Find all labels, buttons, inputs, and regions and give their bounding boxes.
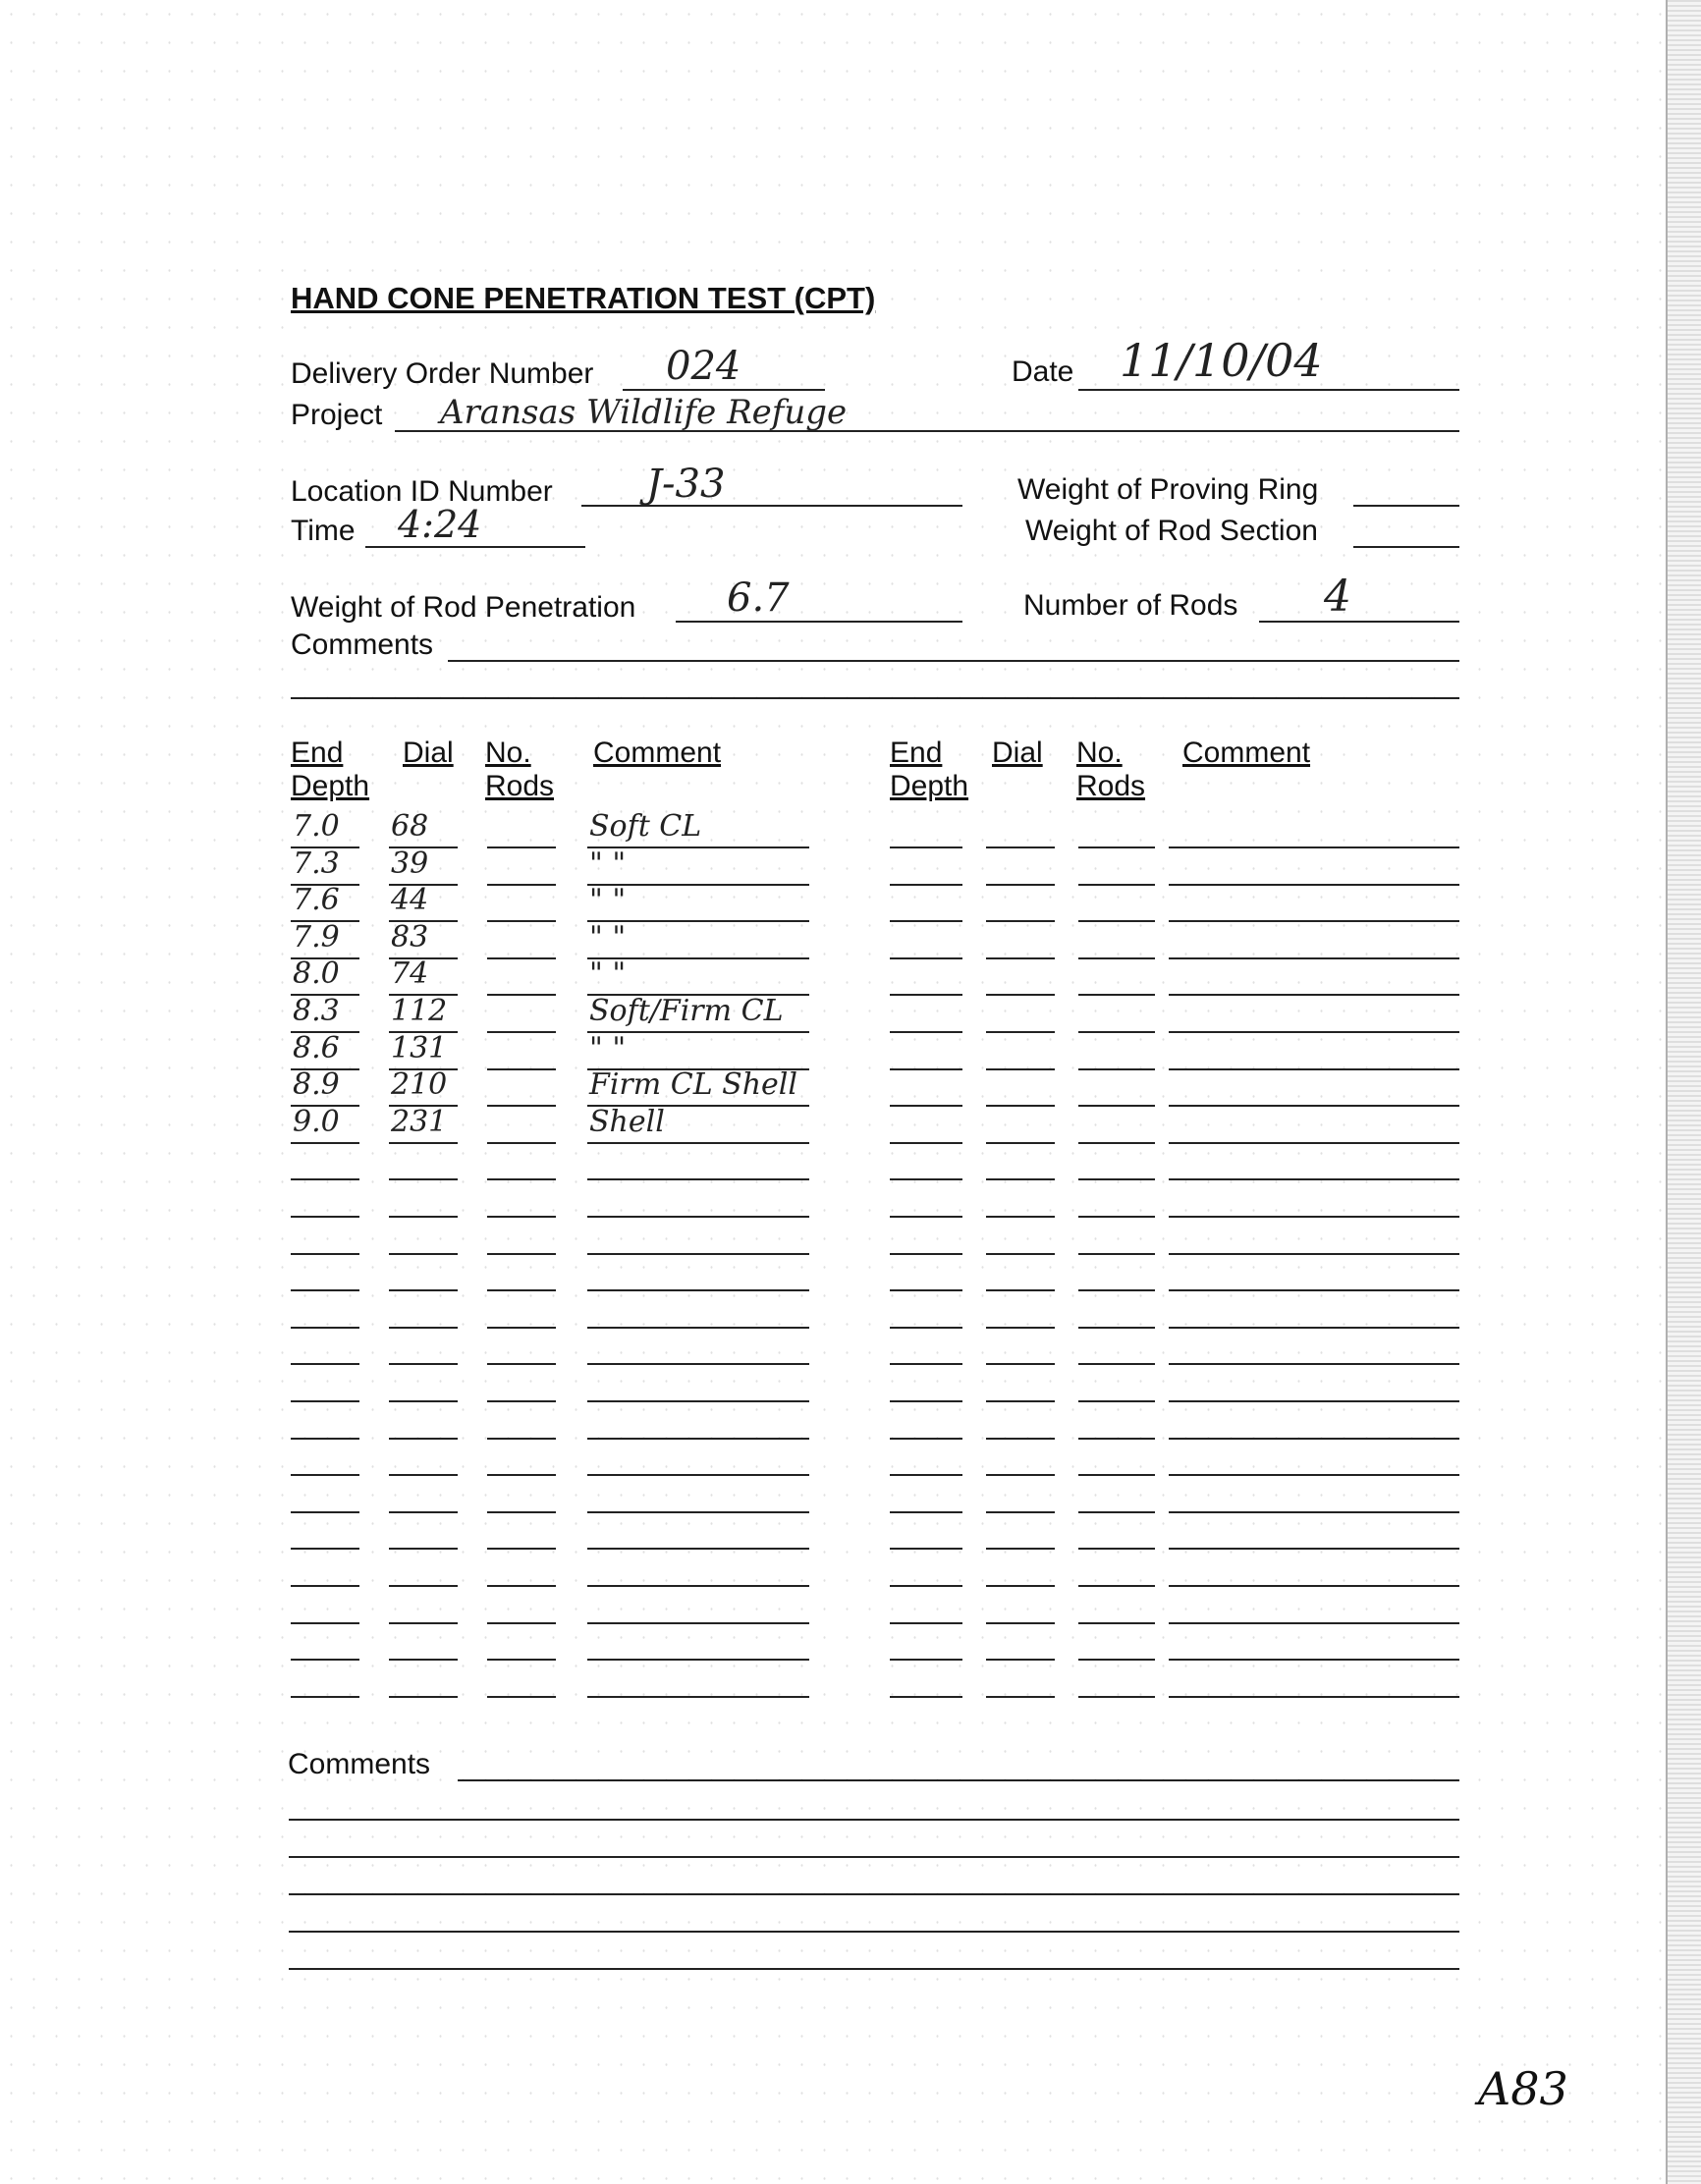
table-row-line — [389, 1696, 458, 1698]
table-row-line — [986, 884, 1055, 886]
table-row-line — [389, 1622, 458, 1624]
table-row-line — [487, 1474, 556, 1476]
table-row-line — [389, 1178, 458, 1180]
table-row-line — [1169, 957, 1459, 959]
table-row-line — [1078, 1253, 1155, 1255]
table-cell-dial[interactable]: 68 — [391, 809, 429, 844]
table-row-line — [389, 1400, 458, 1402]
number-of-rods-value[interactable]: 4 — [1324, 572, 1351, 622]
comments-top-line-2 — [291, 697, 1459, 699]
table-row-line — [487, 1178, 556, 1180]
table-row-line — [487, 846, 556, 848]
table-row-line — [1169, 1105, 1459, 1107]
table-row-line — [487, 1511, 556, 1513]
table-row-line — [487, 957, 556, 959]
table-row-line — [487, 1105, 556, 1107]
table-row-line — [291, 1253, 359, 1255]
table-row-line — [890, 1622, 962, 1624]
table-row-line — [890, 1031, 962, 1033]
table-row-line — [291, 1511, 359, 1513]
rod-section-label: Weight of Rod Section — [1025, 515, 1318, 547]
rod-penetration-value[interactable]: 6.7 — [727, 575, 790, 621]
header-line-1: Dial — [403, 737, 454, 769]
table-row-line — [389, 1438, 458, 1440]
header-line-2: Depth — [291, 770, 370, 802]
table-row-line — [587, 1548, 809, 1550]
table-row-line — [587, 1253, 809, 1255]
table-row-line — [291, 1474, 359, 1476]
table-row-line — [1169, 1216, 1459, 1218]
form-title: HAND CONE PENETRATION TEST (CPT) — [291, 281, 876, 315]
table-row-line — [587, 1438, 809, 1440]
rod-penetration-line — [676, 621, 962, 623]
comments-bottom-line-6 — [289, 1968, 1459, 1970]
table-row-line — [291, 1142, 359, 1144]
table-cell-comment[interactable]: " " — [589, 956, 627, 991]
table-row-line — [1169, 1585, 1459, 1587]
header-line-1: End — [291, 737, 344, 769]
table-row-line — [291, 1548, 359, 1550]
table-row-line — [890, 1363, 962, 1365]
table-row-line — [1078, 1178, 1155, 1180]
header-line-1: End — [890, 737, 943, 769]
comments-bottom-label: Comments — [288, 1748, 431, 1780]
date-label: Date — [1012, 355, 1074, 388]
table-row-line — [291, 1363, 359, 1365]
table-cell-comment[interactable]: Shell — [589, 1105, 665, 1139]
table-cell-depth[interactable]: 8.9 — [293, 1067, 340, 1102]
table-row-line — [587, 1622, 809, 1624]
table-row-line — [487, 1400, 556, 1402]
table-row-line — [1078, 846, 1155, 848]
table-row-line — [587, 1178, 809, 1180]
table-row-line — [587, 1289, 809, 1291]
delivery-order-value[interactable]: 024 — [666, 344, 741, 389]
table-row-line — [986, 1031, 1055, 1033]
time-label: Time — [291, 515, 356, 547]
header-line-1: Comment — [1182, 737, 1311, 769]
table-row-line — [291, 1659, 359, 1661]
table-row-line — [1078, 920, 1155, 922]
table-cell-depth[interactable]: 7.6 — [293, 883, 340, 917]
table-row-line — [1169, 1253, 1459, 1255]
table-header-left-depth — [291, 737, 369, 803]
table-cell-dial[interactable]: 83 — [391, 920, 429, 955]
comments-bottom-line-3 — [289, 1856, 1459, 1858]
table-row-line — [986, 1253, 1055, 1255]
table-row-line — [986, 1363, 1055, 1365]
table-cell-depth[interactable]: 8.3 — [293, 994, 340, 1028]
table-row-line — [890, 1474, 962, 1476]
table-row-line — [487, 1659, 556, 1661]
table-row-line — [487, 1216, 556, 1218]
table-row-line — [986, 1142, 1055, 1144]
table-row-line — [1169, 846, 1459, 848]
table-row-line — [1169, 1400, 1459, 1402]
table-row-line — [1078, 1438, 1155, 1440]
table-row-line — [1078, 1511, 1155, 1513]
table-row-line — [487, 1438, 556, 1440]
table-row-line — [986, 1105, 1055, 1107]
table-header-left-rods — [485, 737, 554, 803]
comments-top-label: Comments — [291, 628, 434, 661]
table-row-line — [587, 1216, 809, 1218]
time-line — [365, 546, 585, 548]
table-row-line — [1078, 1548, 1155, 1550]
table-row-line — [291, 1622, 359, 1624]
table-row-line — [986, 1068, 1055, 1070]
table-row-line — [890, 1400, 962, 1402]
table-row-line — [389, 1216, 458, 1218]
table-row-line — [487, 1696, 556, 1698]
table-row-line — [890, 957, 962, 959]
table-row-line — [1078, 1031, 1155, 1033]
table-row-line — [1078, 1142, 1155, 1144]
table-row-line — [1078, 1105, 1155, 1107]
location-id-value[interactable]: J-33 — [646, 462, 726, 507]
table-row-line — [986, 994, 1055, 996]
table-header-right-dial — [992, 737, 1043, 770]
table-cell-depth[interactable]: 8.6 — [293, 1031, 340, 1065]
table-cell-dial[interactable]: 112 — [391, 994, 448, 1028]
project-value[interactable]: Aransas Wildlife Refuge — [440, 393, 848, 432]
table-row-line — [487, 1289, 556, 1291]
table-row-line — [986, 1622, 1055, 1624]
comments-top-line-1 — [448, 660, 1459, 662]
number-of-rods-label: Number of Rods — [1023, 589, 1238, 622]
comments-bottom-line-1 — [458, 1779, 1459, 1781]
table-row-line — [587, 1511, 809, 1513]
comments-bottom-line-2 — [289, 1819, 1459, 1821]
table-row-line — [890, 846, 962, 848]
table-row-line — [986, 846, 1055, 848]
table-row-line — [1078, 1622, 1155, 1624]
table-row-line — [890, 1253, 962, 1255]
table-cell-depth[interactable]: 9.0 — [293, 1105, 340, 1139]
table-row-line — [291, 1327, 359, 1329]
table-row-line — [487, 1253, 556, 1255]
table-row-line — [986, 957, 1055, 959]
table-row-line — [487, 1548, 556, 1550]
table-cell-dial[interactable]: 231 — [391, 1105, 448, 1139]
page-stamp: A83 — [1478, 2062, 1568, 2115]
table-row-line — [291, 1216, 359, 1218]
table-row-line — [587, 1327, 809, 1329]
table-row-line — [487, 1327, 556, 1329]
proving-ring-line — [1353, 505, 1459, 507]
table-row-line — [1169, 1438, 1459, 1440]
table-header-right-depth — [890, 737, 968, 803]
date-line — [1078, 389, 1459, 391]
table-cell-dial[interactable]: 210 — [391, 1067, 448, 1102]
table-row-line — [389, 1289, 458, 1291]
table-row-line — [890, 1659, 962, 1661]
rod-section-line — [1353, 546, 1459, 548]
table-row-line — [986, 1178, 1055, 1180]
table-row-line — [487, 1585, 556, 1587]
table-row-line — [890, 1142, 962, 1144]
location-id-line — [581, 505, 962, 507]
project-line — [395, 430, 1459, 432]
scan-edge-border — [1666, 0, 1701, 2184]
header-line-1: Comment — [593, 737, 722, 769]
header-line-2: Rods — [485, 770, 555, 802]
table-row-line — [890, 1585, 962, 1587]
number-of-rods-line — [1259, 621, 1459, 623]
table-row-line — [986, 1289, 1055, 1291]
table-row-line — [1078, 1216, 1155, 1218]
table-cell-dial[interactable]: 74 — [391, 956, 429, 991]
table-cell-dial[interactable]: 44 — [391, 883, 429, 917]
table-row-line — [890, 884, 962, 886]
table-row-line — [986, 1659, 1055, 1661]
table-row-line — [291, 1438, 359, 1440]
table-cell-comment[interactable]: Firm CL Shell — [589, 1067, 797, 1102]
table-row-line — [1078, 1474, 1155, 1476]
table-cell-dial[interactable]: 39 — [391, 846, 429, 881]
table-cell-depth[interactable]: 7.9 — [293, 920, 340, 955]
table-row-line — [291, 1696, 359, 1698]
table-row-line — [487, 1031, 556, 1033]
table-row-line — [1078, 1585, 1155, 1587]
table-row-line — [389, 1585, 458, 1587]
table-row-line — [1078, 1696, 1155, 1698]
table-row-line — [587, 1474, 809, 1476]
table-cell-comment[interactable]: " " — [589, 1031, 627, 1065]
comments-bottom-line-4 — [289, 1893, 1459, 1895]
table-row-line — [291, 1585, 359, 1587]
table-cell-comment[interactable]: Soft/Firm CL — [589, 994, 784, 1028]
table-row-line — [389, 1363, 458, 1365]
table-cell-comment[interactable]: " " — [589, 846, 627, 881]
time-value[interactable]: 4:24 — [398, 503, 482, 546]
table-row-line — [389, 1474, 458, 1476]
table-cell-dial[interactable]: 131 — [391, 1031, 448, 1065]
table-row-line — [291, 1178, 359, 1180]
table-header-right-comment — [1182, 737, 1310, 770]
table-header-left-dial — [403, 737, 454, 770]
table-row-line — [986, 1327, 1055, 1329]
table-row-line — [1078, 1327, 1155, 1329]
table-row-line — [587, 1659, 809, 1661]
header-line-2: Rods — [1076, 770, 1146, 802]
table-row-line — [890, 1548, 962, 1550]
table-row-line — [1169, 1289, 1459, 1291]
table-row-line — [986, 1216, 1055, 1218]
header-line-2: Depth — [890, 770, 969, 802]
table-row-line — [1169, 1142, 1459, 1144]
table-row-line — [1169, 1659, 1459, 1661]
table-row-line — [487, 920, 556, 922]
table-cell-comment[interactable]: " " — [589, 920, 627, 955]
table-row-line — [487, 1363, 556, 1365]
delivery-order-line — [623, 389, 825, 391]
table-row-line — [587, 1696, 809, 1698]
table-row-line — [986, 1438, 1055, 1440]
table-row-line — [1078, 884, 1155, 886]
table-row-line — [890, 1068, 962, 1070]
table-row-line — [389, 1142, 458, 1144]
table-row-line — [487, 994, 556, 996]
location-id-label: Location ID Number — [291, 475, 553, 508]
table-row-line — [890, 1216, 962, 1218]
table-cell-depth[interactable]: 7.3 — [293, 846, 340, 881]
table-row-line — [487, 1622, 556, 1624]
table-row-line — [1078, 1400, 1155, 1402]
table-row-line — [1078, 1289, 1155, 1291]
table-row-line — [1078, 1363, 1155, 1365]
table-row-line — [1169, 920, 1459, 922]
table-row-line — [389, 1659, 458, 1661]
table-row-line — [1169, 1363, 1459, 1365]
table-header-right-rods — [1076, 737, 1145, 803]
table-row-line — [890, 1289, 962, 1291]
table-cell-depth[interactable]: 8.0 — [293, 956, 340, 991]
table-row-line — [587, 1363, 809, 1365]
table-row-line — [986, 1548, 1055, 1550]
table-row-line — [291, 1400, 359, 1402]
table-row-line — [389, 1253, 458, 1255]
table-row-line — [1169, 1696, 1459, 1698]
table-row-line — [1169, 1327, 1459, 1329]
table-row-line — [389, 1511, 458, 1513]
table-row-line — [890, 920, 962, 922]
table-row-line — [487, 1142, 556, 1144]
proving-ring-label: Weight of Proving Ring — [1017, 473, 1319, 506]
table-row-line — [986, 1474, 1055, 1476]
delivery-order-label: Delivery Order Number — [291, 357, 594, 390]
table-row-line — [389, 1327, 458, 1329]
table-row-line — [890, 1178, 962, 1180]
table-row-line — [986, 920, 1055, 922]
date-value[interactable]: 11/10/04 — [1120, 334, 1323, 387]
table-row-line — [1169, 1511, 1459, 1513]
table-row-line — [1169, 884, 1459, 886]
table-row-line — [1169, 1622, 1459, 1624]
table-row-line — [890, 994, 962, 996]
table-row-line — [1169, 1178, 1459, 1180]
table-row-line — [986, 1585, 1055, 1587]
table-cell-comment[interactable]: " " — [589, 883, 627, 917]
table-row-line — [1169, 1031, 1459, 1033]
table-row-line — [890, 1696, 962, 1698]
header-line-1: No. — [485, 737, 531, 769]
table-cell-comment[interactable]: Soft CL — [589, 809, 702, 844]
table-row-line — [487, 884, 556, 886]
table-row-line — [986, 1696, 1055, 1698]
table-row-line — [1078, 957, 1155, 959]
table-row-line — [1078, 994, 1155, 996]
table-row-line — [291, 1289, 359, 1291]
table-row-line — [890, 1327, 962, 1329]
table-row-line — [1078, 1659, 1155, 1661]
table-row-line — [1078, 1068, 1155, 1070]
comments-bottom-line-5 — [289, 1931, 1459, 1933]
table-row-line — [1169, 1068, 1459, 1070]
table-row-line — [389, 1548, 458, 1550]
table-row-line — [1169, 994, 1459, 996]
project-label: Project — [291, 399, 383, 431]
table-row-line — [587, 1400, 809, 1402]
table-row-line — [986, 1511, 1055, 1513]
table-cell-depth[interactable]: 7.0 — [293, 809, 340, 844]
table-row-line — [587, 1585, 809, 1587]
rod-penetration-label: Weight of Rod Penetration — [291, 591, 636, 624]
table-row-line — [890, 1511, 962, 1513]
header-line-1: No. — [1076, 737, 1123, 769]
header-line-1: Dial — [992, 737, 1043, 769]
table-row-line — [890, 1105, 962, 1107]
table-row-line — [1169, 1474, 1459, 1476]
table-row-line — [890, 1438, 962, 1440]
table-row-line — [587, 1142, 809, 1144]
table-row-line — [1169, 1548, 1459, 1550]
table-row-line — [487, 1068, 556, 1070]
table-header-left-comment — [593, 737, 721, 770]
table-row-line — [986, 1400, 1055, 1402]
